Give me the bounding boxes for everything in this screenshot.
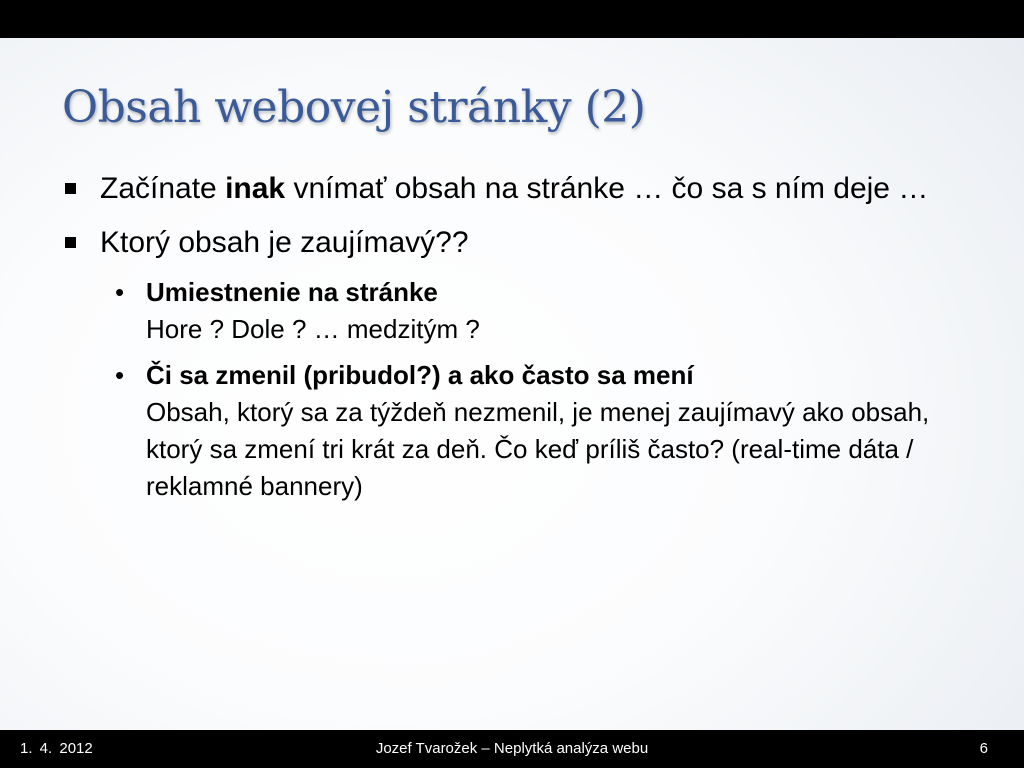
square-bullet-icon xyxy=(65,183,76,194)
bullet-text-post: vnímať obsah na stránke … čo sa s ním deje … xyxy=(285,172,929,205)
subbullet-heading: Či sa zmenil (pribudol?) a ako často sa mení xyxy=(146,360,694,390)
bullet-text: Ktorý obsah je zaujímavý?? xyxy=(100,226,469,259)
slide-body xyxy=(62,166,982,514)
subbullet-heading: Umiestnenie na stránke xyxy=(146,277,438,307)
subbullet-text: Obsah, ktorý sa za týždeň nezmenil, je menej zaujímavý ako obsah, ktorý sa zmení tri krát za deň. Čo keď príliš často? (real-time dáta / reklamné bannery) xyxy=(146,397,930,501)
round-bullet-icon: • xyxy=(115,277,125,307)
bullet-text-bold: inak xyxy=(225,172,286,205)
slide-title: Obsah webovej stránky (2) xyxy=(62,82,646,133)
bullet-item xyxy=(62,166,982,212)
top-bar xyxy=(0,0,1024,38)
bullet-item xyxy=(62,220,982,266)
slide-content xyxy=(0,38,1024,730)
footer-date: 1. 4. 2012 xyxy=(20,740,93,757)
subbullet-item xyxy=(108,357,982,505)
round-bullet-icon: • xyxy=(115,360,125,390)
subbullet-item xyxy=(108,274,982,348)
square-bullet-icon xyxy=(65,237,76,248)
footer-author-title: Jozef Tvarožek – Neplytká analýza webu xyxy=(375,740,649,757)
bullet-text-pre: Začínate xyxy=(100,172,226,205)
subbullet-text: Hore ? Dole ? … medzitým ? xyxy=(146,314,480,344)
page-number: 6 xyxy=(979,740,988,757)
footer-bar xyxy=(0,730,1024,768)
